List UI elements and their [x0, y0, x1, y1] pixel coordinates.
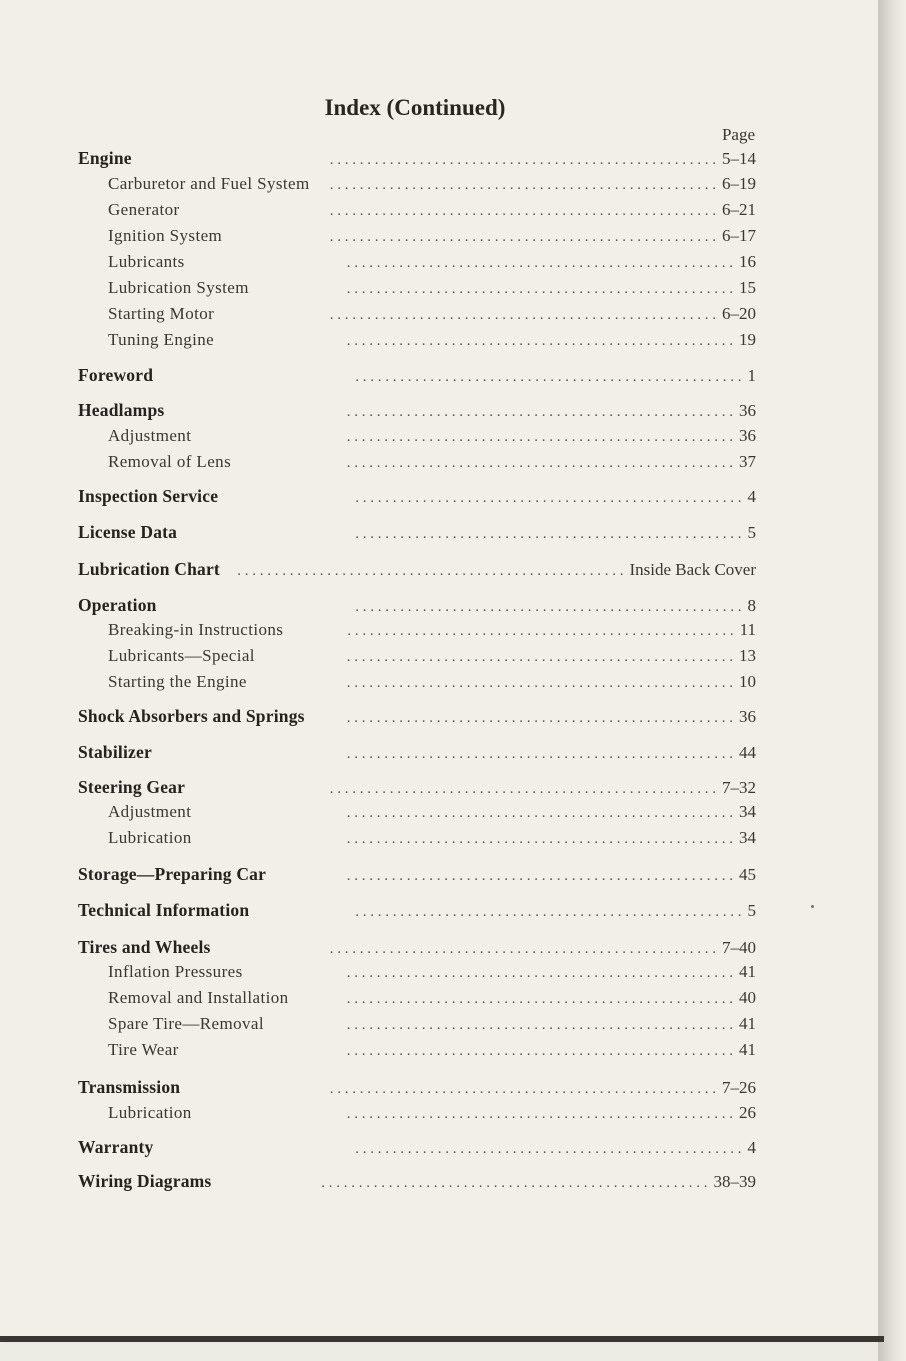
entry-page: 5	[747, 523, 756, 542]
entry-label: Lubrication Chart	[78, 559, 220, 579]
index-entry	[108, 304, 756, 328]
entry-label: Warranty	[78, 1137, 154, 1157]
dot-leader	[198, 1106, 733, 1123]
index-entry	[78, 400, 756, 424]
entry-label: Removal and Installation	[108, 988, 289, 1007]
dot-leader	[228, 229, 716, 246]
entry-label: Inflation Pressures	[108, 962, 243, 981]
index-entry	[78, 1077, 756, 1101]
entry-page: 8	[747, 596, 756, 615]
entry-label: Foreword	[78, 365, 154, 385]
index-entry	[78, 486, 756, 510]
dot-leader	[224, 490, 741, 507]
entry-page: 37	[739, 452, 756, 471]
dot-leader	[191, 255, 733, 272]
entry-page: 5	[747, 901, 756, 920]
entry-page: 4	[747, 1138, 756, 1157]
dot-leader	[158, 746, 733, 763]
page-edge-shadow	[878, 0, 906, 1361]
dot-leader	[237, 455, 733, 472]
index-entry	[108, 174, 756, 198]
entry-page: 40	[739, 988, 756, 1007]
entry-page: 6–17	[722, 226, 756, 245]
entry-page: 19	[739, 330, 756, 349]
dot-leader	[249, 965, 733, 982]
dot-leader	[255, 904, 741, 921]
entry-page: 16	[739, 252, 756, 271]
entry-label: Stabilizer	[78, 742, 152, 762]
index-entry	[108, 226, 756, 250]
entry-page: 38–39	[713, 1172, 756, 1191]
page-column-header: Page	[721, 125, 755, 144]
entry-page: 6–19	[722, 174, 756, 193]
dot-leader	[289, 623, 733, 640]
index-entry	[108, 452, 756, 476]
entry-page: 34	[739, 828, 756, 847]
index-entry	[108, 252, 756, 276]
dot-leader	[295, 991, 733, 1008]
entry-label: Lubricants—Special	[108, 646, 255, 665]
dot-leader	[220, 307, 716, 324]
entry-label: Starting the Engine	[108, 672, 247, 691]
entry-label: Steering Gear	[78, 777, 186, 797]
dot-leader	[163, 599, 742, 616]
index-entry	[108, 828, 756, 852]
entry-label: Lubrication	[108, 1103, 192, 1122]
index-entry	[78, 1171, 756, 1195]
index-entry	[78, 365, 756, 389]
entry-page: Inside Back Cover	[629, 560, 756, 579]
entry-page: 45	[739, 865, 756, 884]
dot-leader	[186, 203, 716, 220]
entry-label: Adjustment	[108, 426, 192, 445]
index-entry	[108, 988, 756, 1012]
entry-label: Inspection Service	[78, 486, 219, 506]
entry-page: 1	[747, 366, 756, 385]
entry-label: Spare Tire—Removal	[108, 1014, 264, 1033]
dot-leader	[217, 1175, 707, 1192]
index-entry	[108, 426, 756, 450]
page-title: Index (Continued)	[324, 95, 506, 120]
entry-page: 36	[739, 707, 756, 726]
index-entry	[108, 278, 756, 302]
entry-label: Adjustment	[108, 802, 192, 821]
dot-leader	[198, 831, 733, 848]
dot-leader	[159, 1141, 741, 1158]
entry-page: 7–26	[722, 1078, 756, 1097]
index-entry	[78, 148, 756, 172]
index-entry	[78, 559, 756, 583]
entry-label: Wiring Diagrams	[78, 1171, 212, 1191]
index-entry	[108, 1014, 756, 1038]
entry-label: Operation	[78, 595, 157, 615]
entry-label: Storage—Preparing Car	[78, 864, 267, 884]
entry-page: 13	[739, 646, 756, 665]
index-entry	[108, 330, 756, 354]
entry-page: 41	[739, 1040, 756, 1059]
dot-leader	[185, 1043, 733, 1060]
index-entry	[108, 962, 756, 986]
index-entry	[78, 937, 756, 961]
entry-page: 7–40	[722, 938, 756, 957]
index-entry	[78, 706, 756, 730]
dot-leader	[226, 563, 624, 580]
dot-leader	[220, 333, 733, 350]
dot-leader	[255, 281, 733, 298]
entry-page: 34	[739, 802, 756, 821]
index-entry	[108, 1103, 756, 1127]
entry-label: Removal of Lens	[108, 452, 232, 471]
index-entry	[108, 802, 756, 826]
entry-label: Lubrication System	[108, 278, 249, 297]
index-entry	[78, 1137, 756, 1161]
index-entry	[108, 672, 756, 696]
index-entry	[78, 522, 756, 546]
dot-leader	[311, 710, 733, 727]
entry-page: 41	[739, 962, 756, 981]
dot-leader	[183, 526, 741, 543]
entry-page: 4	[747, 487, 756, 506]
dot-leader	[191, 781, 716, 798]
index-entry	[78, 777, 756, 801]
index-entry	[78, 900, 756, 924]
index-entry	[78, 742, 756, 766]
dot-leader	[253, 675, 733, 692]
index-entry	[108, 200, 756, 224]
dot-leader	[316, 177, 716, 194]
entry-page: 6–21	[722, 200, 756, 219]
entry-label: Technical Information	[78, 900, 250, 920]
entry-label: Breaking-in Instructions	[108, 620, 284, 639]
index-entry	[108, 646, 756, 670]
entry-page: 44	[739, 743, 756, 762]
entry-label: Starting Motor	[108, 304, 215, 323]
dot-leader	[261, 649, 733, 666]
entry-label: Tuning Engine	[108, 330, 215, 349]
dot-leader	[217, 941, 716, 958]
index-entry	[108, 620, 756, 644]
entry-page: 26	[739, 1103, 756, 1122]
entry-label: Engine	[78, 148, 132, 168]
entry-page: 7–32	[722, 778, 756, 797]
entry-label: Tire Wear	[108, 1040, 179, 1059]
entry-page: 6–20	[722, 304, 756, 323]
entry-label: Shock Absorbers and Springs	[78, 706, 305, 726]
entry-label: Headlamps	[78, 400, 165, 420]
dot-leader	[272, 868, 733, 885]
entry-label: Carburetor and Fuel System	[108, 174, 310, 193]
index-entry	[108, 1040, 756, 1064]
entry-page: 15	[739, 278, 756, 297]
dot-leader	[170, 404, 733, 421]
dot-leader	[138, 152, 716, 169]
entry-label: License Data	[78, 522, 178, 542]
entry-label: Transmission	[78, 1077, 181, 1097]
entry-label: Generator	[108, 200, 180, 219]
entry-page: 41	[739, 1014, 756, 1033]
entry-label: Lubrication	[108, 828, 192, 847]
entry-page: 11	[739, 620, 756, 639]
entry-label: Lubricants	[108, 252, 185, 271]
dot-leader	[270, 1017, 733, 1034]
entry-page: 36	[739, 401, 756, 420]
dot-leader	[159, 369, 741, 386]
page-bottom-edge	[0, 1336, 884, 1342]
entry-label: Ignition System	[108, 226, 223, 245]
entry-label: Tires and Wheels	[78, 937, 211, 957]
index-entry	[78, 864, 756, 888]
dot-leader	[197, 429, 733, 446]
entry-page: 5–14	[722, 149, 756, 168]
entry-page: 36	[739, 426, 756, 445]
dot-leader	[186, 1081, 716, 1098]
paper-speck	[811, 905, 814, 908]
dot-leader	[197, 805, 733, 822]
index-entry	[78, 595, 756, 619]
entry-page: 10	[739, 672, 756, 691]
